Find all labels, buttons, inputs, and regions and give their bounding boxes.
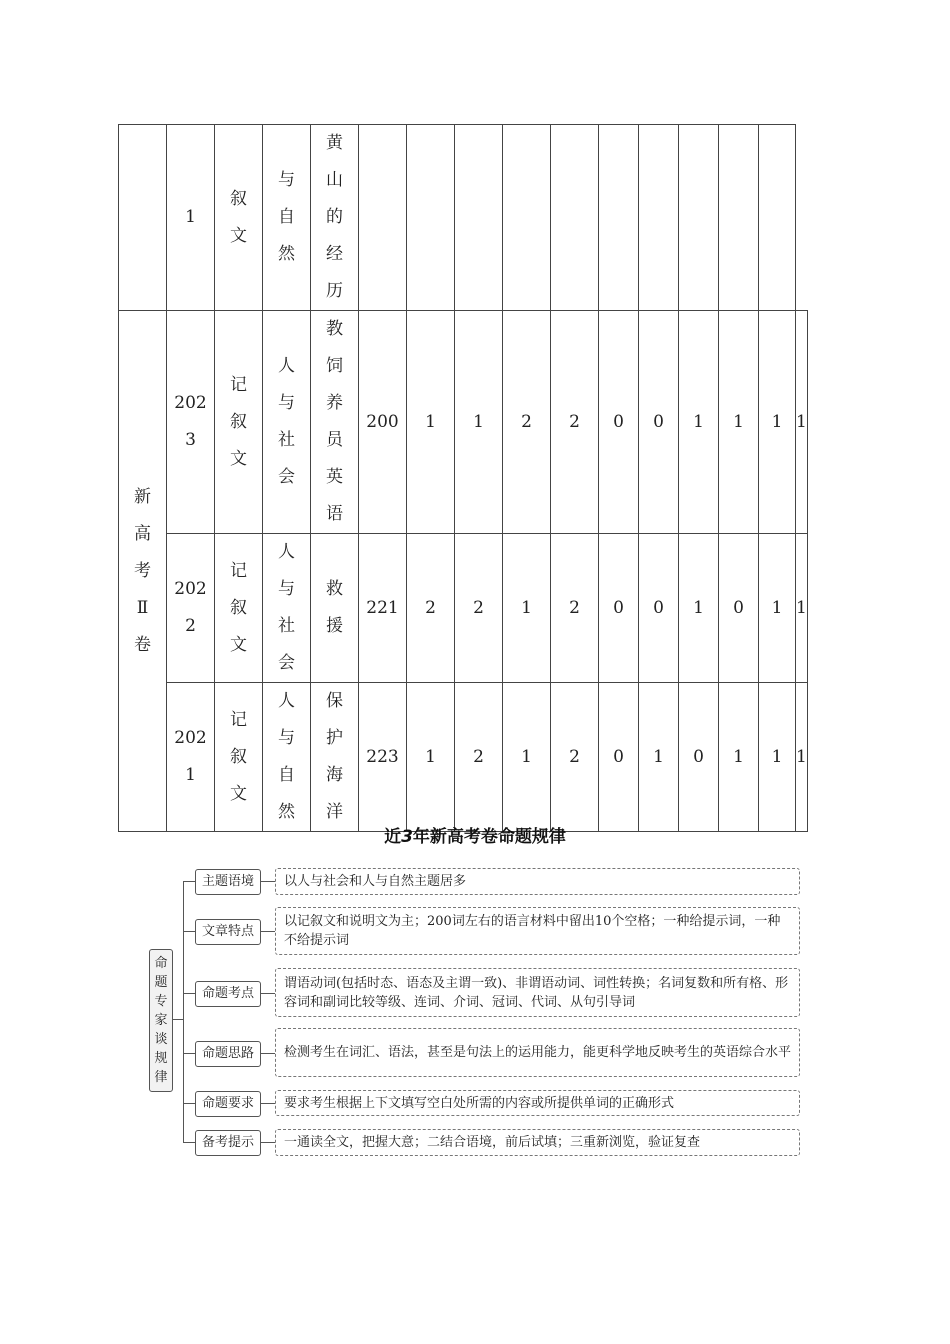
value-cell: 2 (455, 534, 503, 683)
value-cell: 2 (551, 534, 599, 683)
label-connector (261, 993, 275, 994)
value-cell: 0 (599, 534, 639, 683)
value-cell: 1 (759, 683, 796, 832)
value-cell: 1 (719, 683, 759, 832)
branch-line (183, 1103, 195, 1104)
mindmap-root: 命题专家谈规律 (149, 949, 173, 1092)
value-cell: 1 (719, 311, 759, 534)
topic-label-prep-tips: 备考提示 (195, 1130, 261, 1156)
year-cell: 2021 (167, 683, 215, 832)
value-cell: 1 (796, 534, 808, 683)
branch-line (183, 881, 195, 882)
value-cell: 1 (503, 534, 551, 683)
word-count-cell: 223 (359, 683, 407, 832)
label-connector (261, 931, 275, 932)
branch-line (183, 1053, 195, 1054)
theme-cell: 与自然 (263, 125, 311, 311)
genre-cell: 记叙文 (215, 311, 263, 534)
value-cell: 1 (679, 311, 719, 534)
branch-line (183, 1142, 195, 1143)
topic-cell: 教饲养员英语 (311, 311, 359, 534)
caption-prefix: 近 (384, 827, 402, 847)
value-cell: 1 (796, 683, 808, 832)
year-cell: 2023 (167, 311, 215, 534)
topic-description: 一通读全文，把握大意；二结合语境，前后试填；三重新浏览，验证复查 (275, 1129, 800, 1156)
label-connector (261, 1103, 275, 1104)
topic-label-text-features: 文章特点 (195, 919, 261, 945)
topic-cell: 黄山的经历 (311, 125, 359, 311)
topic-description: 以人与社会和人与自然主题居多 (275, 868, 800, 895)
value-cell: 2 (455, 683, 503, 832)
value-cell: 1 (759, 534, 796, 683)
topic-label-theme-context: 主题语境 (195, 869, 261, 895)
theme-cell: 人与社会 (263, 534, 311, 683)
label-connector (261, 1142, 275, 1143)
genre-cell: 叙文 (215, 125, 263, 311)
genre-cell: 记叙文 (215, 683, 263, 832)
label-connector (261, 1053, 275, 1054)
topic-description: 检测考生在词汇、语法，甚至是句法上的运用能力，能更科学地反映考生的英语综合水平 (275, 1028, 800, 1077)
label-connector (261, 881, 275, 882)
value-cell: 1 (407, 683, 455, 832)
value-cell: 1 (759, 311, 796, 534)
value-cell: 2 (503, 311, 551, 534)
genre-cell: 记叙文 (215, 534, 263, 683)
topic-description: 以记叙文和说明文为主；200词左右的语言材料中留出10个空格；一种给提示词，一种不给提示词 (275, 907, 800, 955)
topic-description: 要求考生根据上下文填写空白处所需的内容或所提供单词的正确形式 (275, 1090, 800, 1116)
year-cell: 2022 (167, 534, 215, 683)
topic-cell: 救援 (311, 534, 359, 683)
value-cell: 1 (639, 683, 679, 832)
word-count-cell: 200 (359, 311, 407, 534)
branch-line (183, 931, 195, 932)
value-cell: 2 (407, 534, 455, 683)
group-cell: 新高考Ⅱ卷 (119, 311, 167, 832)
topic-cell: 保护海洋 (311, 683, 359, 832)
value-cell: 1 (503, 683, 551, 832)
topic-label-test-points: 命题考点 (195, 981, 261, 1007)
value-cell: 0 (639, 311, 679, 534)
caption-number: 3 (401, 827, 413, 847)
theme-cell: 人与社会 (263, 311, 311, 534)
value-cell: 0 (639, 534, 679, 683)
value-cell: 1 (407, 311, 455, 534)
word-count-cell: 221 (359, 534, 407, 683)
value-cell: 0 (599, 311, 639, 534)
value-cell: 0 (599, 683, 639, 832)
topic-description: 谓语动词(包括时态、语态及主谓一致)、非谓语动词、词性转换；名词复数和所有格、形容词和副词比较等级、连词、介词、冠词、代词、从句引导词 (275, 968, 800, 1017)
value-cell: 1 (796, 311, 808, 534)
value-cell: 2 (551, 311, 599, 534)
value-cell: 0 (719, 534, 759, 683)
topic-label-requirements: 命题要求 (195, 1091, 261, 1117)
value-cell: 0 (679, 683, 719, 832)
value-cell: 2 (551, 683, 599, 832)
branch-line (183, 993, 195, 994)
value-cell: 1 (679, 534, 719, 683)
value-cell: 1 (455, 311, 503, 534)
caption-suffix: 年新高考卷命题规律 (412, 827, 566, 847)
year-cell: 1 (167, 125, 215, 311)
topic-label-design-ideas: 命题思路 (195, 1041, 261, 1067)
theme-cell: 人与自然 (263, 683, 311, 832)
